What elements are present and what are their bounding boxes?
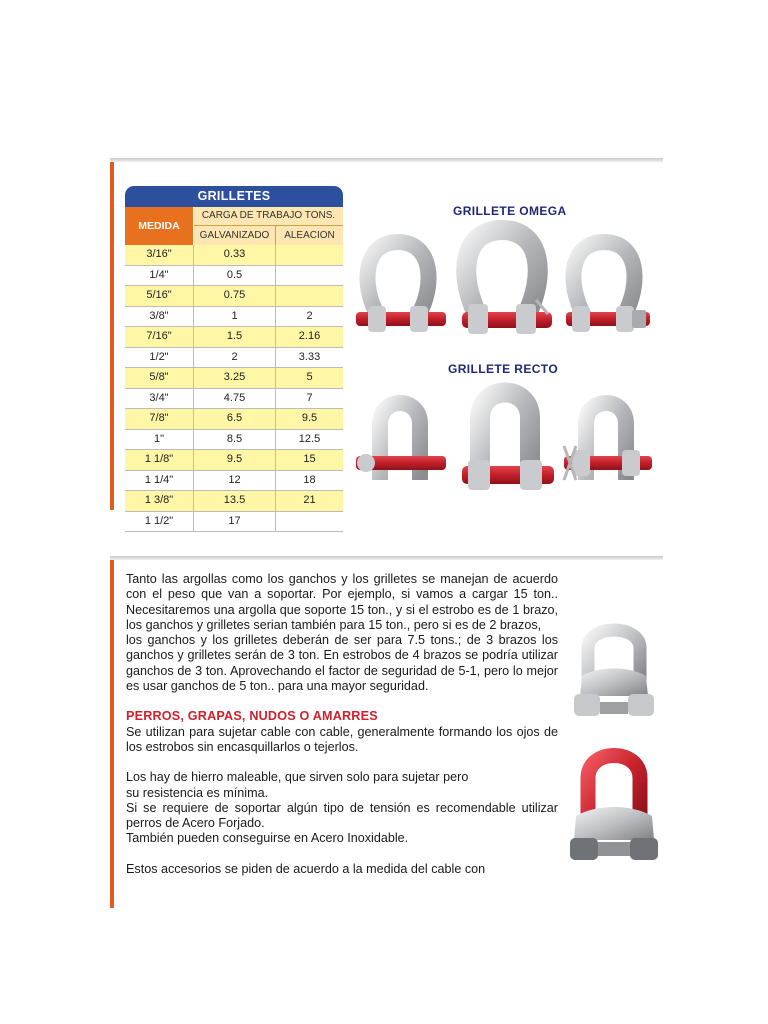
cell-aleacion <box>276 286 343 306</box>
header-medida: MEDIDA <box>125 207 194 245</box>
recto-shackle-large <box>462 393 554 491</box>
cell-medida: 1" <box>125 430 194 450</box>
table-row <box>125 471 343 492</box>
cell-galvanizado: 1 <box>194 307 276 327</box>
panel-top-divider <box>110 158 663 162</box>
header-carga: CARGA DE TRABAJO TONS. <box>194 207 343 226</box>
cell-galvanizado: 0.5 <box>194 266 276 286</box>
table-row <box>125 327 343 348</box>
perros-panel <box>110 556 663 908</box>
cell-aleacion: 5 <box>306 371 313 383</box>
paragraph-argollas: Tanto las argollas como los ganchos y los grilletes se manejan de acuerdo con el peso que van a soportar. Por ejemplo, si vamos a cargar 15 ton.. Necesitaremos una argolla que soporte 15 ton., y si el estrobo es de 1 brazo, los ganchos y grilletes serian también para 15 ton., pero si es de 2 brazos, <box>126 572 558 632</box>
panel-top-divider <box>110 556 663 560</box>
table-row <box>125 245 343 266</box>
cell-aleacion: 3.33 <box>298 350 321 363</box>
cell-medida: 3/4" <box>125 389 194 409</box>
cell-aleacion: 18 <box>303 473 316 486</box>
cell-aleacion: 7 <box>306 391 313 404</box>
cell-aleacion: 12.5 <box>298 432 321 445</box>
paragraph-brazos: los ganchos y los grilletes deberán de ser para 7.5 tons.; de 3 brazos los ganchos y grilletes serán de 3 ton. En estrobos de 4 brazos se podría utilizar ganchos de 3 ton. Aprovechando el factor de seguridad de 5-1, pero lo mejor es usar ganchos de 5 ton.. para una mayor seguridad. <box>126 633 558 694</box>
header-aleacion: ALEACION <box>276 226 343 245</box>
cell-aleacion: 15 <box>303 453 316 465</box>
table-row <box>125 307 343 328</box>
cell-galvanizado: 8.5 <box>194 430 276 450</box>
grillete-omega-image <box>350 224 660 344</box>
cell-galvanizado: 3.25 <box>194 368 276 388</box>
cell-galvanizado: 17 <box>194 512 276 532</box>
panel-accent-border <box>110 556 114 908</box>
grillete-omega-label: GRILLETE OMEGA <box>453 204 567 218</box>
table-row <box>125 450 343 471</box>
table-row <box>125 286 343 307</box>
cell-medida: 1/2" <box>125 348 194 368</box>
wire-rope-clip-image <box>568 616 660 726</box>
cell-aleacion: 21 <box>303 494 316 506</box>
forged-clip-image <box>564 742 664 866</box>
cell-galvanizado: 13.5 <box>194 491 276 511</box>
cell-aleacion <box>276 245 343 265</box>
header-galvanizado: GALVANIZADO <box>194 226 276 245</box>
paragraph-hierro-2: su resistencia es mínima. <box>126 785 269 800</box>
cell-aleacion: 2.16 <box>298 330 321 342</box>
paragraph-tension: Si se requiere de soportar algún tipo de tensión es recomendable utilizar perros de Acero Forjado. <box>126 800 558 831</box>
cell-medida: 7/8" <box>125 409 194 429</box>
cell-galvanizado: 9.5 <box>194 450 276 470</box>
cell-medida: 1 1/2" <box>125 512 194 532</box>
cell-medida: 1 3/8" <box>125 491 194 511</box>
table-header <box>125 207 343 245</box>
cell-galvanizado: 6.5 <box>194 409 276 429</box>
article-text <box>126 572 558 877</box>
cell-aleacion: 9.5 <box>301 412 318 424</box>
omega-shackle-medium <box>566 242 650 332</box>
cell-medida: 1 1/8" <box>125 450 194 470</box>
recto-shackle-medium <box>564 403 652 480</box>
table-row <box>125 430 343 451</box>
cell-galvanizado: 0.33 <box>194 245 276 265</box>
perros-heading: PERROS, GRAPAS, NUDOS O AMARRES <box>126 709 378 724</box>
cell-medida: 5/8" <box>125 368 194 388</box>
grilletes-panel <box>110 158 663 527</box>
omega-shackle-small <box>356 242 446 332</box>
table-body <box>125 245 343 532</box>
panel-accent-border <box>110 158 114 510</box>
cell-medida: 3/8" <box>125 307 194 327</box>
table-row <box>125 409 343 430</box>
table-row <box>125 491 343 512</box>
recto-shackle-small <box>356 403 446 480</box>
cell-medida: 5/16" <box>125 286 194 306</box>
cell-aleacion <box>276 512 343 532</box>
paragraph-perros: Se utilizan para sujetar cable con cable, generalmente formando los ojos de los estrobos sin encasquillarlos o tejerlos. <box>126 724 558 754</box>
table-row <box>125 266 343 287</box>
table-title: GRILLETES <box>125 186 343 207</box>
table-row <box>125 368 343 389</box>
paragraph-inoxidable: También pueden conseguirse en Acero Inoxidable. <box>126 831 409 846</box>
cell-galvanizado: 4.75 <box>194 389 276 409</box>
cell-galvanizado: 2 <box>194 348 276 368</box>
omega-shackle-large <box>462 230 552 334</box>
cell-medida: 1 1/4" <box>125 471 194 491</box>
table-row <box>125 512 343 533</box>
cell-medida: 3/16" <box>125 245 194 265</box>
paragraph-accesorios: Estos accesorios se piden de acuerdo a la medida del cable con <box>126 861 486 876</box>
cell-galvanizado: 1.5 <box>194 327 276 347</box>
grillete-recto-image <box>350 384 660 504</box>
cell-medida: 7/16" <box>125 327 194 347</box>
cell-aleacion: 2 <box>306 309 313 322</box>
table-row <box>125 348 343 369</box>
cell-aleacion <box>276 266 343 286</box>
grilletes-table <box>125 186 343 532</box>
cell-galvanizado: 12 <box>194 471 276 491</box>
table-row <box>125 389 343 410</box>
grillete-recto-label: GRILLETE RECTO <box>448 362 559 376</box>
cell-galvanizado: 0.75 <box>194 286 276 306</box>
paragraph-hierro-1: Los hay de hierro maleable, que sirven solo para sujetar pero <box>126 770 469 785</box>
cell-medida: 1/4" <box>125 266 194 286</box>
